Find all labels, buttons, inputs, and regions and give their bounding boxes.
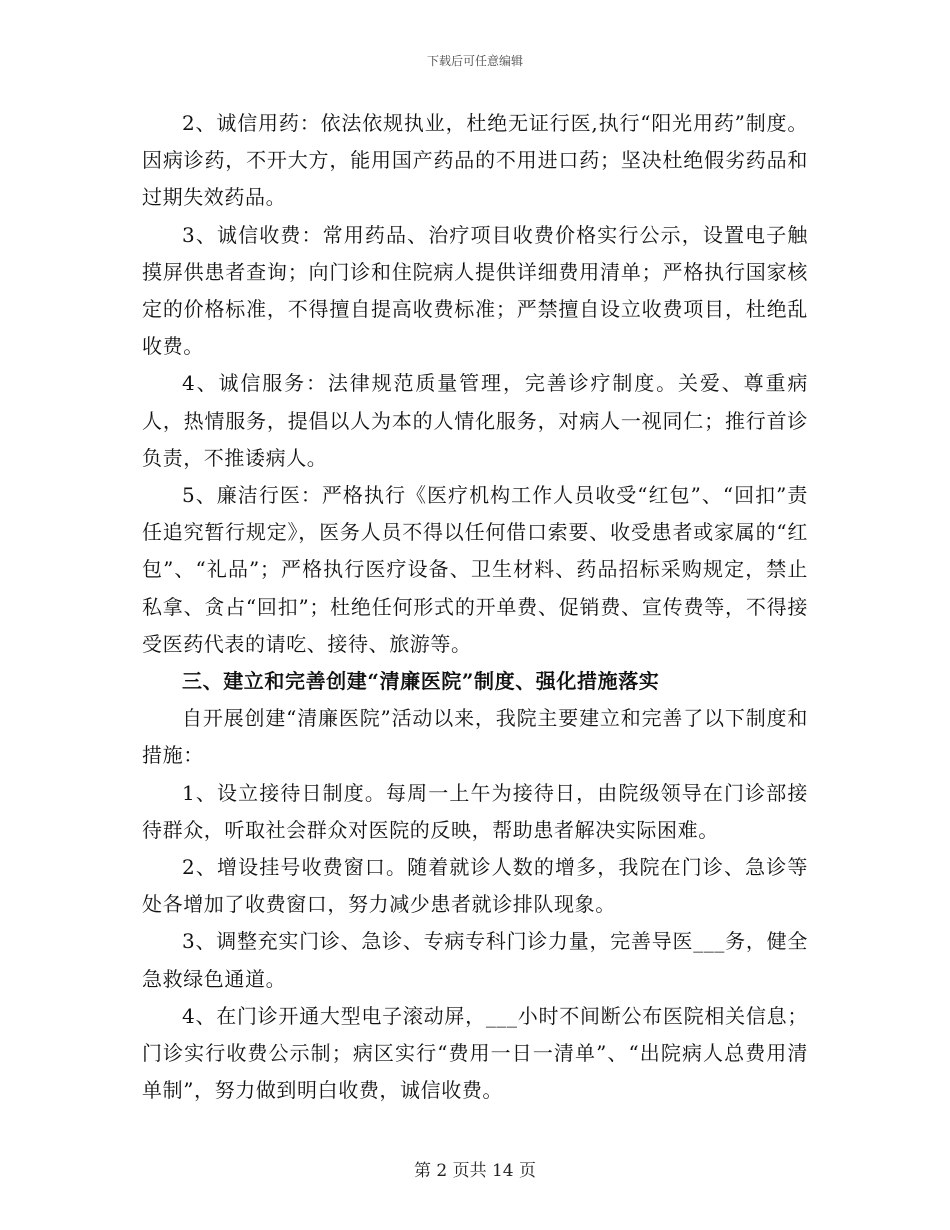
- page-header: 下载后可任意编辑: [426, 54, 523, 68]
- paragraph-outpatient-strength: 3、调整充实门诊、急诊、专病专科门诊力量，完善导医___务，健全急救绿色通道。: [142, 929, 808, 991]
- paragraph-integrity-service: 4、诚信服务：法律规范质量管理，完善诊疗制度。关爱、尊重病人，热情服务，提倡以人为本的人情化服务，对病人一视同仁；推行首诊负责，不推诿病人。: [142, 371, 808, 470]
- paragraph-clean-practice: 5、廉洁行医：严格执行《医疗机构工作人员收受“红包”、“回扣”责任追究暂行规定》，医务人员不得以任何借口索要、收受患者或家属的“红包”、“礼品”；严格执行医疗设备、卫生材料、药品招标采购规定，禁止私拿、贪占“回扣”；杜绝任何形式的开单费、促销费、宣传费等，不得接受医药代表的请吃、接待、旅游等。: [142, 483, 808, 656]
- page-footer: 第 2 页共 14 页: [413, 1161, 537, 1181]
- paragraph-reception-day: 1、设立接待日制度。每周一上午为接待日，由院级领导在门诊部接待群众，听取社会群众对医院的反映，帮助患者解决实际困难。: [142, 780, 808, 842]
- document-body: [142, 105, 808, 1109]
- paragraph-integrity-charging: 3、诚信收费：常用药品、治疗项目收费价格实行公示，设置电子触摸屏供患者查询；向门诊和住院病人提供详细费用清单；严格执行国家核定的价格标准，不得擅自提高收费标准；严禁擅自设立收费项目，杜绝乱收费。: [142, 222, 808, 359]
- paragraph-electronic-screen: 4、在门诊开通大型电子滚动屏，___小时不间断公布医院相关信息；门诊实行收费公示制；病区实行“费用一日一清单”、“出院病人总费用清单制”，努力做到明白收费，诚信收费。: [142, 1003, 808, 1103]
- section-heading-3: 三、建立和完善创建“清廉医院”制度、强化措施落实: [182, 669, 660, 694]
- paragraph-payment-windows: 2、增设挂号收费窗口。随着就诊人数的增多，我院在门诊、急诊等处各增加了收费窗口，努力减少患者就诊排队现象。: [142, 855, 808, 917]
- paragraph-integrity-medication: 2、诚信用药：依法依规执业，杜绝无证行医,执行“阳光用药”制度。因病诊药，不开大方，能用国产药品的不用进口药；坚决杜绝假劣药品和过期失效药品。: [142, 111, 808, 210]
- paragraph-section-intro: 自开展创建“清廉医院”活动以来，我院主要建立和完善了以下制度和措施：: [142, 706, 808, 768]
